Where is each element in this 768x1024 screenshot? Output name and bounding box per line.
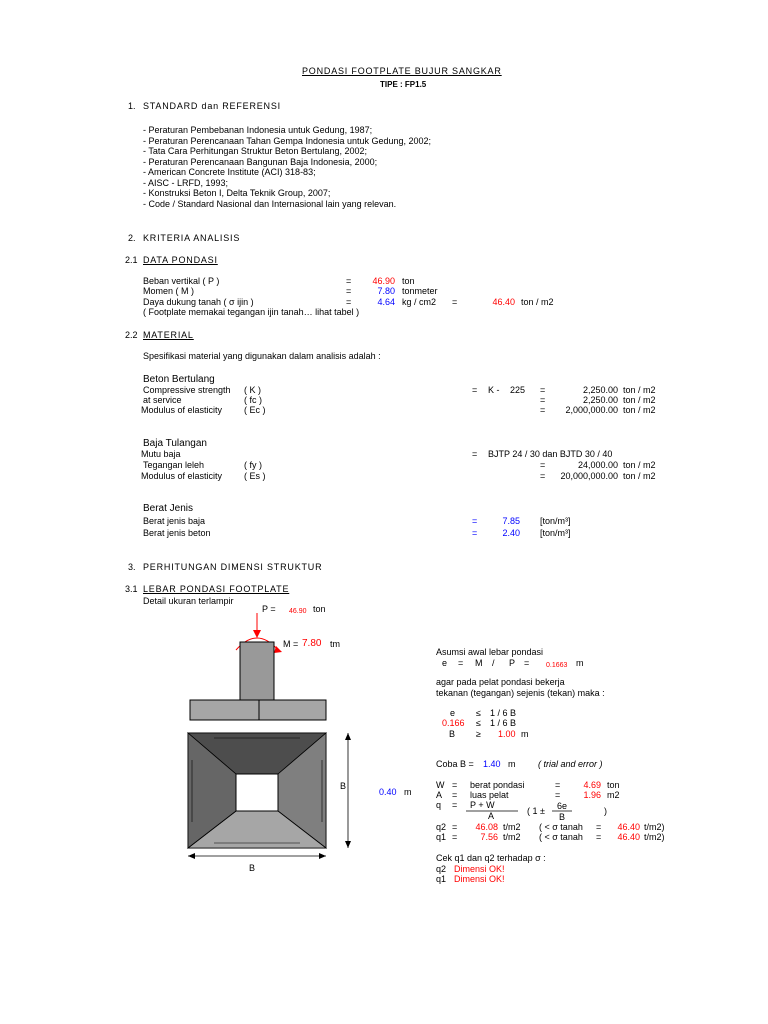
ref-item: - Peraturan Perencanaan Bangunan Baja Indonesia, 2000; xyxy=(143,157,378,167)
equals: = xyxy=(555,780,561,790)
coba-value: 1.40 xyxy=(483,759,501,769)
mod-symbol: ( Ec ) xyxy=(244,405,266,415)
detail-note: Detail ukuran terlampir xyxy=(143,596,234,606)
q1-ok-message: Dimensi OK! xyxy=(454,874,505,884)
q2-compare-unit: t/m2) xyxy=(644,822,665,832)
equals: = xyxy=(472,385,478,395)
daya-value-2: 46.40 xyxy=(492,297,515,307)
equals: = xyxy=(540,460,546,470)
bjbaja-value: 7.85 xyxy=(502,516,520,526)
serv-unit: ton / m2 xyxy=(623,395,656,405)
section-1-title: STANDARD dan REFERENSI xyxy=(143,101,281,111)
a-value: 1.96 xyxy=(583,790,601,800)
equals: = xyxy=(472,528,478,538)
bjbeton-value: 2.40 xyxy=(502,528,520,538)
equals: = xyxy=(524,658,530,668)
ref-item: - Code / Standard Nasional dan Internasional lain yang relevan. xyxy=(143,199,397,209)
equals: = xyxy=(452,297,458,307)
w-unit: ton xyxy=(607,780,620,790)
teg-symbol: ( fy ) xyxy=(244,460,262,470)
ineq-r3-value: 1.00 xyxy=(498,729,516,739)
subsection-2-1-number: 2.1 xyxy=(125,255,138,265)
ref-item: - AISC - LRFD, 1993; xyxy=(143,178,229,188)
q-numerator: P + W xyxy=(470,800,495,810)
w-label: W xyxy=(436,780,445,790)
daya-label: Daya dukung tanah ( σ ijin ) xyxy=(143,297,254,307)
ineq-r2-b: 1 / 6 B xyxy=(490,718,517,728)
teg-unit: ton / m2 xyxy=(623,460,656,470)
e-unit: m xyxy=(576,658,584,668)
mods-symbol: ( Es ) xyxy=(244,471,266,481)
m-unit: tm xyxy=(330,639,340,649)
equals: = xyxy=(458,658,464,668)
ineq-r3-unit: m xyxy=(521,729,529,739)
b-label-vertical: B xyxy=(340,781,347,791)
comp-k: K - xyxy=(488,385,500,395)
p-unit: ton xyxy=(313,604,326,614)
equals: = xyxy=(346,276,352,286)
ineq-r3-sign: ≥ xyxy=(476,729,481,739)
comp-unit: ton / m2 xyxy=(623,385,656,395)
daya-unit: kg / cm2 xyxy=(402,297,437,307)
q-label: q xyxy=(436,800,442,810)
section-1-number: 1. xyxy=(128,101,136,111)
comp-225: 225 xyxy=(510,385,526,395)
ineq-r1-a: e xyxy=(450,708,456,718)
page-subtitle: TIPE : FP1.5 xyxy=(380,80,427,89)
e-symbol: e xyxy=(442,658,448,668)
equals: = xyxy=(540,395,546,405)
q2-value: 46.08 xyxy=(475,822,498,832)
q2-label: q2 xyxy=(436,822,447,832)
slash: / xyxy=(492,658,495,668)
q2-compare-value: 46.40 xyxy=(617,822,640,832)
section-3-title: PERHITUNGAN DIMENSI STRUKTUR xyxy=(143,562,323,572)
comp-symbol: ( K ) xyxy=(244,385,261,395)
bjbeton-label: Berat jenis beton xyxy=(143,528,211,538)
q1-label: q1 xyxy=(436,832,447,842)
q-open: ( 1 ± xyxy=(527,806,545,816)
q1-compare: ( < σ tanah xyxy=(539,832,583,842)
page-title: PONDASI FOOTPLATE BUJUR SANGKAR xyxy=(302,66,502,76)
column-size-unit: m xyxy=(404,787,412,797)
ineq-r2-a: 0.166 xyxy=(442,718,465,728)
equals: = xyxy=(472,449,478,459)
momen-value: 7.80 xyxy=(377,286,395,296)
subsection-2-2-title: MATERIAL xyxy=(143,330,194,340)
equals: = xyxy=(540,471,546,481)
q-frac-den: B xyxy=(559,812,566,822)
q2-ok-label: q2 xyxy=(436,864,447,874)
coba-note: ( trial and error ) xyxy=(538,759,603,769)
mutu-label: Mutu baja xyxy=(141,449,181,459)
momen-label: Momen ( M ) xyxy=(143,286,195,296)
mod-label: Modulus of elasticity xyxy=(141,405,223,415)
agar-line-2: tekanan (tegangan) sejenis (tekan) maka : xyxy=(436,688,605,698)
baja-heading: Baja Tulangan xyxy=(143,438,207,449)
serv-label: at service xyxy=(143,395,182,405)
beban-label: Beban vertikal ( P ) xyxy=(143,276,220,286)
p-symbol: P xyxy=(509,658,516,668)
subsection-3-1-number: 3.1 xyxy=(125,584,138,594)
equals: = xyxy=(452,790,458,800)
subsection-3-1-title: LEBAR PONDASI FOOTPLATE xyxy=(143,584,290,594)
q2-ok-message: Dimensi OK! xyxy=(454,864,505,874)
q1-ok-label: q1 xyxy=(436,874,447,884)
m-value: 7.80 xyxy=(302,638,322,649)
bj-heading: Berat Jenis xyxy=(143,503,194,514)
q1-unit: t/m2 xyxy=(503,832,521,842)
equals: = xyxy=(346,286,352,296)
teg-value: 24,000.00 xyxy=(577,460,618,470)
ref-item: - Konstruksi Beton I, Delta Teknik Group, 2007; xyxy=(143,188,331,198)
q2-unit: t/m2 xyxy=(503,822,521,832)
ref-item: - American Concrete Institute (ACI) 318-83; xyxy=(143,167,316,177)
teg-label: Tegangan leleh xyxy=(143,460,205,470)
bj-unit: [ton/m³] xyxy=(540,528,571,538)
ref-item: - Peraturan Perencanaan Tahan Gempa Indonesia untuk Gedung, 2002; xyxy=(143,136,432,146)
beton-heading: Beton Bertulang xyxy=(143,374,215,385)
p-label: P = xyxy=(262,604,276,614)
a-label: A xyxy=(436,790,443,800)
mod-value: 2,000,000.00 xyxy=(565,405,618,415)
bjbaja-label: Berat jenis baja xyxy=(143,516,206,526)
bj-unit: [ton/m³] xyxy=(540,516,571,526)
equals: = xyxy=(596,832,602,842)
equals: = xyxy=(540,405,546,415)
equals: = xyxy=(452,832,458,842)
daya-note: ( Footplate memakai tegangan ijin tanah… lihat tabel ) xyxy=(143,307,360,317)
ref-item: - Tata Cara Perhitungan Struktur Beton Bertulang, 2002; xyxy=(143,146,367,156)
column-size-value: 0.40 xyxy=(379,787,397,797)
q-denominator: A xyxy=(488,811,495,821)
a-unit: m2 xyxy=(607,790,620,800)
mutu-value: BJTP 24 / 30 dan BJTD 30 / 40 xyxy=(488,449,613,459)
serv-value: 2,250.00 xyxy=(582,395,618,405)
beban-unit: ton xyxy=(402,276,415,286)
mods-value: 20,000,000.00 xyxy=(560,471,618,481)
ineq-r2-sign: ≤ xyxy=(476,718,481,728)
e-value: 0.1663 xyxy=(546,662,568,669)
p-value: 46.90 xyxy=(289,608,307,615)
beban-value: 46.90 xyxy=(372,276,395,286)
b-label-horizontal: B xyxy=(249,863,256,873)
comp-label: Compressive strength xyxy=(143,385,231,395)
ref-item: - Peraturan Pembebanan Indonesia untuk Gedung, 1987; xyxy=(143,125,373,135)
agar-line-1: agar pada pelat pondasi bekerja xyxy=(436,677,565,687)
material-intro: Spesifikasi material yang digunakan dalam analisis adalah : xyxy=(143,351,381,361)
ineq-r1-sign: ≤ xyxy=(476,708,481,718)
equals: = xyxy=(540,385,546,395)
comp-value: 2,250.00 xyxy=(582,385,618,395)
equals: = xyxy=(452,822,458,832)
equals: = xyxy=(472,516,478,526)
q-frac-num: 6e xyxy=(557,801,568,811)
daya-unit-2: ton / m2 xyxy=(521,297,554,307)
q-close: ) xyxy=(604,806,607,816)
a-desc: luas pelat xyxy=(470,790,509,800)
q1-compare-unit: t/m2) xyxy=(644,832,665,842)
mods-unit: ton / m2 xyxy=(623,471,656,481)
serv-symbol: ( fc ) xyxy=(244,395,262,405)
section-3-number: 3. xyxy=(128,562,136,572)
cek-label: Cek q1 dan q2 terhadap σ : xyxy=(436,853,546,863)
w-value: 4.69 xyxy=(583,780,601,790)
ineq-r1-b: 1 / 6 B xyxy=(490,708,517,718)
q1-value: 7.56 xyxy=(480,832,498,842)
equals: = xyxy=(452,780,458,790)
coba-label: Coba B = xyxy=(436,759,474,769)
equals: = xyxy=(452,800,458,810)
asumsi-label: Asumsi awal lebar pondasi xyxy=(436,647,544,657)
mods-label: Modulus of elasticity xyxy=(141,471,223,481)
subsection-2-2-number: 2.2 xyxy=(125,330,138,340)
daya-value: 4.64 xyxy=(377,297,395,307)
ineq-r3-a: B xyxy=(449,729,456,739)
m-label: M = xyxy=(283,639,299,649)
mod-unit: ton / m2 xyxy=(623,405,656,415)
momen-unit: tonmeter xyxy=(402,286,438,296)
coba-unit: m xyxy=(508,759,516,769)
w-desc: berat pondasi xyxy=(470,780,525,790)
equals: = xyxy=(346,297,352,307)
subsection-2-1-title: DATA PONDASI xyxy=(143,255,218,265)
equals: = xyxy=(555,790,561,800)
q1-compare-value: 46.40 xyxy=(617,832,640,842)
section-2-number: 2. xyxy=(128,233,136,243)
equals: = xyxy=(596,822,602,832)
m-symbol: M xyxy=(475,658,483,668)
q2-compare: ( < σ tanah xyxy=(539,822,583,832)
section-2-title: KRITERIA ANALISIS xyxy=(143,233,241,243)
